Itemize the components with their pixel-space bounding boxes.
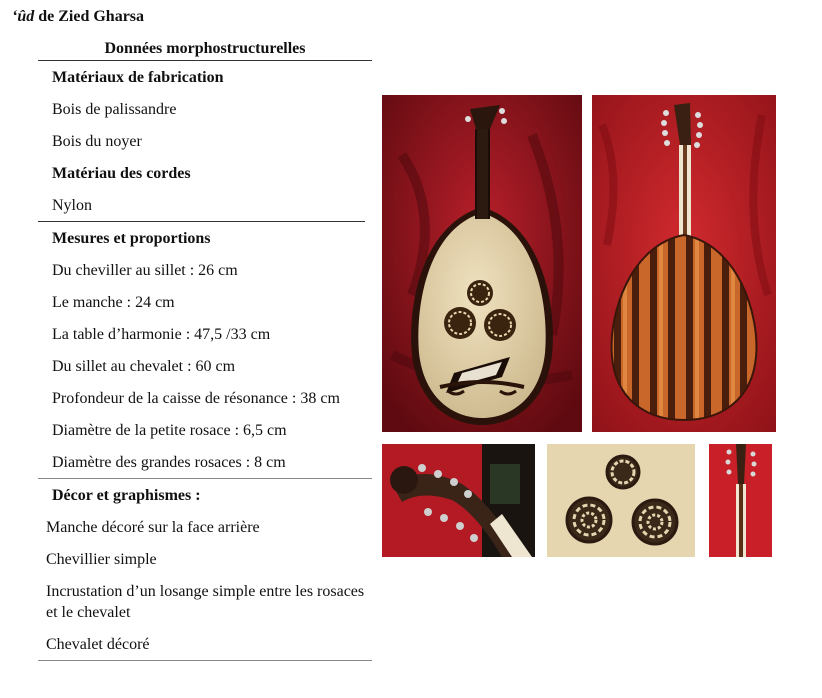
- list-item: Du cheviller au sillet : 26 cm: [52, 262, 238, 279]
- oud-back-photo: [592, 95, 776, 432]
- heading-measures: Mesures et proportions: [52, 230, 211, 247]
- list-item: La table d’harmonie : 47,5 /33 cm: [52, 326, 271, 343]
- heading-strings: Matériau des cordes: [52, 165, 191, 182]
- data-table: [38, 38, 372, 661]
- rosettes-detail-photo: [547, 444, 695, 557]
- rule: [38, 660, 372, 661]
- table-caption: Données morphostructurelles: [104, 40, 306, 57]
- list-item: Incrustation d’un losange simple entre les rosaces et le chevalet: [46, 583, 365, 621]
- list-item: Bois de palissandre: [52, 101, 177, 118]
- list-item: Nylon: [52, 197, 92, 214]
- list-item: Diamètre des grandes rosaces : 8 cm: [52, 454, 286, 471]
- pegbox-detail-photo: [382, 444, 535, 557]
- list-item: Bois du noyer: [52, 133, 142, 150]
- list-item: Diamètre de la petite rosace : 6,5 cm: [52, 422, 287, 439]
- list-item: Chevillier simple: [46, 551, 157, 568]
- heading-materials: Matériaux de fabrication: [52, 69, 224, 86]
- list-item: Le manche : 24 cm: [52, 294, 175, 311]
- title-instrument: ‘ûd: [12, 8, 35, 25]
- list-item: Chevalet décoré: [46, 636, 150, 653]
- oud-front-photo: [382, 95, 582, 432]
- neck-back-detail-photo: [709, 444, 772, 557]
- list-item: Du sillet au chevalet : 60 cm: [52, 358, 236, 375]
- list-item: Profondeur de la caisse de résonance : 38 cm: [52, 390, 340, 407]
- document-title: [12, 8, 144, 26]
- heading-decor: Décor et graphismes :: [52, 487, 201, 504]
- title-maker: de Zied Gharsa: [34, 8, 145, 25]
- list-item: Manche décoré sur la face arrière: [46, 519, 260, 536]
